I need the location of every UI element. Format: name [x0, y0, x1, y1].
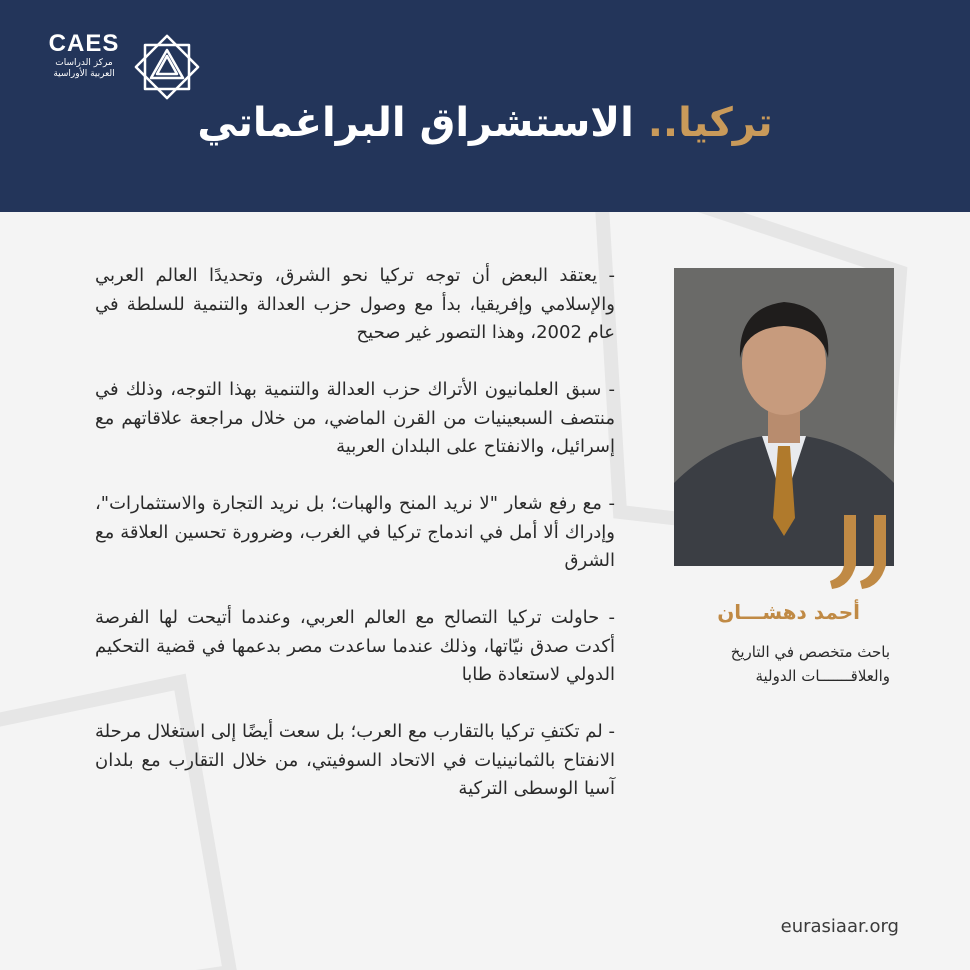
- author-title: [690, 640, 890, 688]
- header-banner: [0, 0, 970, 212]
- paragraph-2: - سبق العلمانيون الأتراك حزب العدالة والتنمية بهذا التوجه، وذلك في منتصف السبعينيات من القرن الماضي، من خلال مراجعة علاقاتهم مع إسرائيل، والانفتاح على البلدان العربية: [95, 379, 615, 457]
- author-name: أحمد دهشـــان: [717, 600, 860, 624]
- website-link[interactable]: eurasiaar.org: [780, 916, 899, 937]
- title-accent: تركيا..: [647, 100, 773, 146]
- brand-logo[interactable]: [44, 30, 214, 105]
- eight-point-star-logo-icon: [130, 30, 204, 104]
- author-title-line2: والعلاقـــــــات الدولية: [755, 667, 890, 685]
- logo-acronym: CAES: [48, 30, 120, 57]
- paragraph-1: - يعتقد البعض أن توجه تركيا نحو الشرق، وتحديدًا العالم العربي والإسلامي وإفريقيا، بدأ مع وصول حزب العدالة والتنمية للسلطة في عام 2002، وهذا التصور غير صحيح: [95, 265, 615, 343]
- article-body: [95, 262, 615, 832]
- author-title-line1: باحث متخصص في التاريخ: [730, 643, 890, 661]
- logo-name-line2: العربية الأوراسية: [53, 69, 115, 79]
- paragraph-4: - حاولت تركيا التصالح مع العالم العربي، وعندما أتيحت لها الفرصة أكدت صدق نيّاتها، وذلك عندما ساعدت مصر بدعمها في قضية التحكيم الدولي لاستعادة طابا: [95, 607, 615, 685]
- paragraph-3: - مع رفع شعار "لا نريد المنح والهبات؛ بل نريد التجارة والاستثمارات"، وإدراك ألا أمل في اندماج تركيا في الغرب، وضرورة تحسين العلاقة مع الشرق: [95, 493, 615, 571]
- logo-name-line1: مركز الدراسات: [55, 58, 113, 68]
- quote-marks-icon: [800, 515, 890, 590]
- logo-text: [44, 30, 124, 80]
- page-title: [0, 100, 970, 146]
- paragraph-5: - لم تكتفِ تركيا بالتقارب مع العرب؛ بل سعت أيضًا إلى استغلال مرحلة الانفتاح بالثمانينيات في الاتحاد السوفيتي، من خلال التقارب مع بلدان آسيا الوسطى التركية: [95, 721, 615, 799]
- title-main: الاستشراق البراغماتي: [197, 100, 634, 146]
